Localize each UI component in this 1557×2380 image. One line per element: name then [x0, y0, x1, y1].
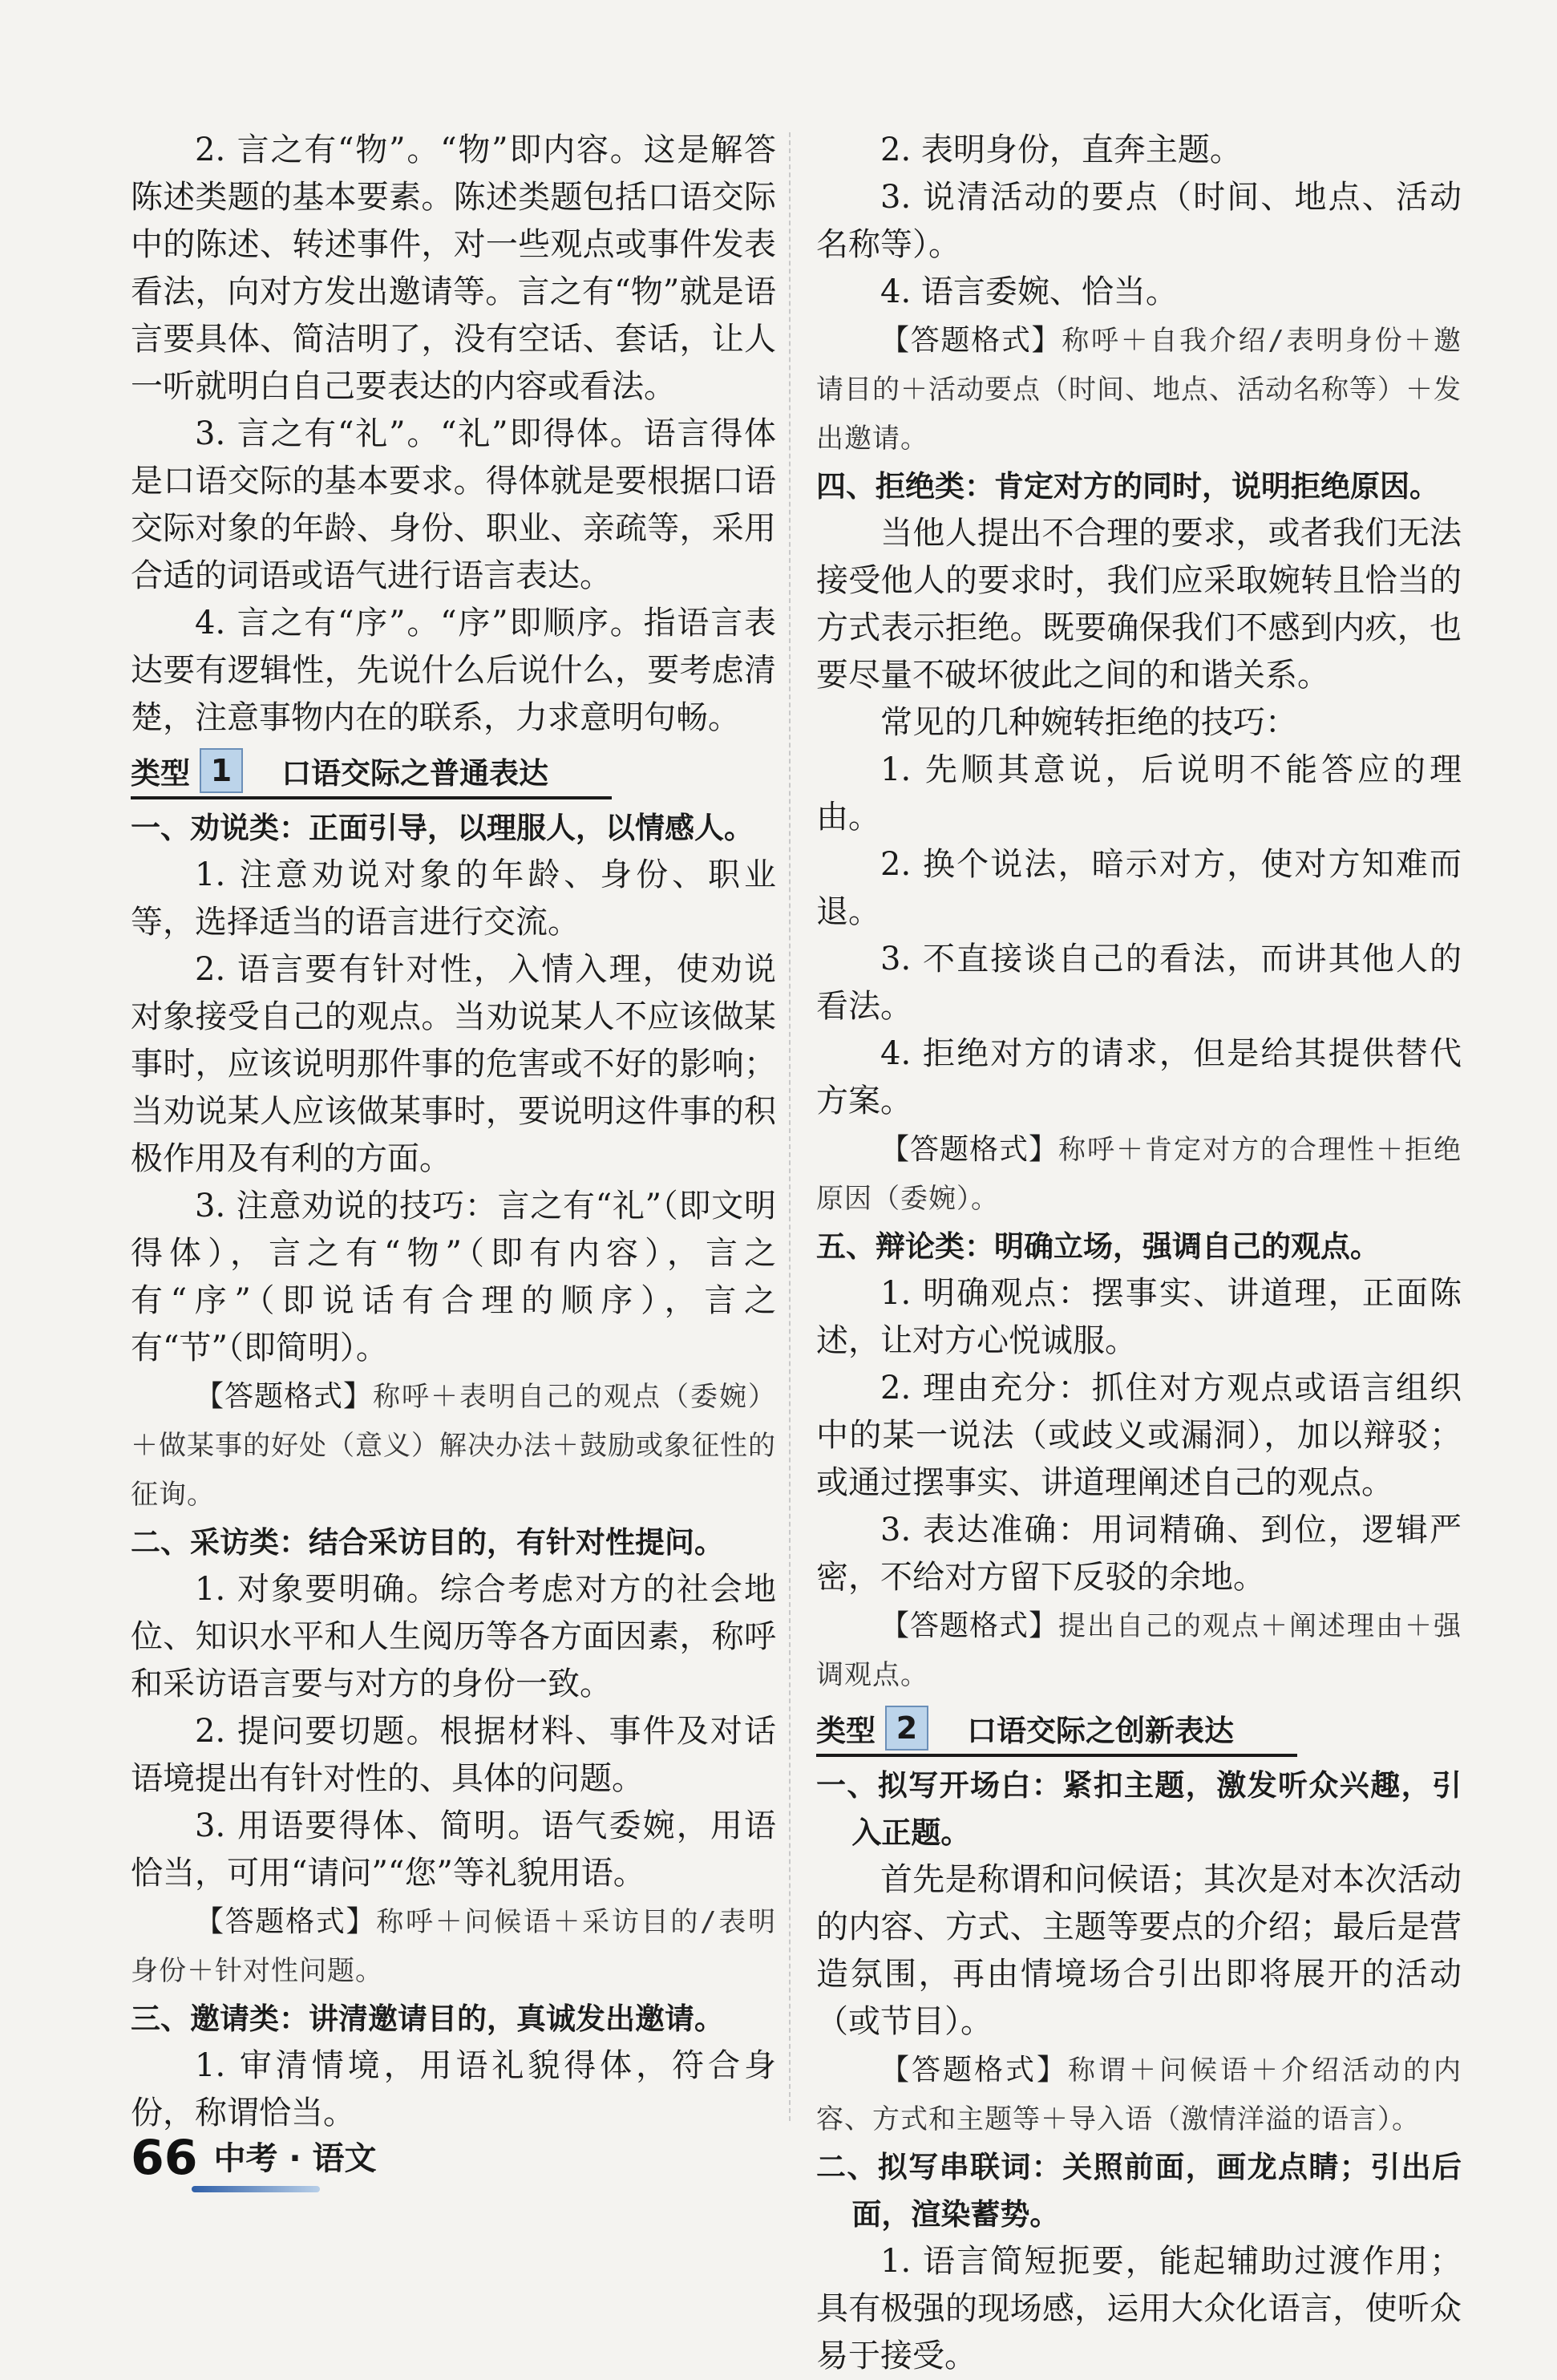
paragraph: 当他人提出不合理的要求，或者我们无法接受他人的要求时，我们应采取婉转且恰当的方式表示拒绝。既要确保我们不感到内疚，也要尽量不破坏彼此之间的和谐关系。 [816, 515, 1462, 694]
paragraph: 首先是称谓和问候语；其次是对本次活动的内容、方式、主题等要点的介绍；最后是营造氛围，再由情境场合引出即将展开的活动（或节目）。 [816, 1861, 1462, 2040]
answer-format-tag: 【答题格式】 [880, 324, 1062, 357]
answer-format-text: 提出自己的观点＋阐述理由＋强调观点。 [816, 1610, 1462, 1691]
section-heading: 五、辩论类：明确立场，强调自己的观点。 [816, 1229, 1380, 1264]
paragraph: 4. 言之有“序”。“序”即顺序。指语言表达要有逻辑性，先说什么后说什么，要考虑清楚，注意事物内在的联系，力求意明句畅。 [131, 605, 776, 736]
page-number: 66 [131, 2130, 198, 2186]
type-heading [131, 745, 612, 799]
paragraph: 2. 提问要切题。根据材料、事件及对话语境提出有针对性的、具体的问题。 [131, 1713, 776, 1797]
answer-format [816, 2046, 1462, 2143]
paragraph: 2. 表明身份，直奔主题。 [880, 132, 1242, 168]
answer-format-tag: 【答题格式】 [880, 1609, 1058, 1642]
paragraph: 3. 说清活动的要点（时间、地点、活动名称等）。 [816, 179, 1462, 263]
paragraph: 常见的几种婉转拒绝的技巧： [880, 704, 1297, 741]
type-label: 类型 [816, 1714, 876, 1748]
paragraph: 3. 用语要得体、简明。语气委婉，用语恰当，可用“请问”“您”等礼貌用语。 [131, 1807, 776, 1892]
paragraph: 1. 明确观点：摆事实、讲道理，正面陈述，让对方心悦诚服。 [816, 1275, 1462, 1359]
section-heading: 四、拒绝类：肯定对方的同时，说明拒绝原因。 [816, 469, 1439, 504]
answer-format-text: 称呼＋自我介绍/表明身份＋邀请目的＋活动要点（时间、地点、活动名称等）＋发出邀请。 [816, 325, 1462, 455]
answer-format-tag: 【答题格式】 [195, 1380, 373, 1413]
paragraph: 1. 审清情境，用语礼貌得体，符合身份，称谓恰当。 [131, 2047, 776, 2131]
type-number-badge: 1 [200, 748, 243, 793]
paragraph: 3. 不直接谈自己的看法，而讲其他人的看法。 [816, 941, 1462, 1025]
answer-format-text: 称呼＋问候语＋采访目的/表明身份＋针对性问题。 [131, 1906, 776, 1987]
section-heading: 一、拟写开场白：紧扣主题，激发听众兴趣，引入正题。 [816, 1768, 1462, 1850]
section-heading: 二、拟写串联词：关照前面，画龙点睛；引出后面，渲染蓄势。 [816, 2150, 1462, 2232]
answer-format [816, 316, 1462, 463]
paragraph: 2. 理由充分：抓住对方观点或语言组织中的某一说法（或歧义或漏洞），加以辩驳；或通过摆事实、讲道理阐述自己的观点。 [816, 1370, 1462, 1501]
paragraph: 1. 先顺其意说，后说明不能答应的理由。 [816, 751, 1462, 836]
footer-accent-line [192, 2186, 320, 2192]
answer-format [816, 1125, 1462, 1223]
answer-format-text: 称呼＋肯定对方的合理性＋拒绝原因（委婉）。 [816, 1134, 1462, 1215]
right-column [816, 127, 1462, 2380]
answer-format-text: 称呼＋表明自己的观点（委婉）＋做某事的好处（意义）解决办法＋鼓励或象征性的征询。 [131, 1381, 776, 1511]
answer-format [816, 1601, 1462, 1699]
section-heading: 二、采访类：结合采访目的，有针对性提问。 [131, 1525, 724, 1560]
answer-format-text: 称谓＋问候语＋介绍活动的内容、方式和主题等＋导入语（激情洋溢的语言）。 [816, 2054, 1462, 2135]
book-title: 中考 · 语文 [213, 2140, 377, 2177]
paragraph: 3. 表达准确：用词精确、到位，逻辑严密，不给对方留下反驳的余地。 [816, 1512, 1462, 1596]
section-heading: 一、劝说类：正面引导，以理服人，以情感人。 [131, 811, 754, 845]
paragraph: 2. 语言要有针对性，入情入理，使劝说对象接受自己的观点。当劝说某人不应该做某事时，应该说明那件事的危害或不好的影响；当劝说某人应该做某事时，要说明这件事的积极作用及有利的方面。 [131, 951, 776, 1177]
section-heading: 三、邀请类：讲清邀请目的，真诚发出邀请。 [131, 2002, 724, 2036]
paragraph: 2. 言之有“物”。“物”即内容。这是解答陈述类题的基本要素。陈述类题包括口语交际中的陈述、转述事件，对一些观点或事件发表看法，向对方发出邀请等。言之有“物”就是语言要具体、简洁明了，没有空话、套话，让人一听就明白自己要表达的内容或看法。 [131, 132, 776, 405]
column-divider [789, 132, 791, 2121]
type-heading [816, 1702, 1297, 1757]
type-title: 口语交际之创新表达 [967, 1714, 1234, 1748]
paragraph: 2. 换个说法，暗示对方，使对方知难而退。 [816, 846, 1462, 930]
paragraph: 3. 注意劝说的技巧：言之有“礼”（即文明得体），言之有“物”（即有内容），言之有“序”（即说话有合理的顺序），言之有“节”（即简明）。 [131, 1188, 776, 1366]
paragraph: 4. 语言委婉、恰当。 [880, 273, 1178, 310]
answer-format [131, 1372, 776, 1519]
answer-format-tag: 【答题格式】 [880, 2054, 1068, 2087]
page-footer [131, 2130, 377, 2186]
paragraph: 1. 语言简短扼要，能起辅助过渡作用；具有极强的现场感，运用大众化语言，使听众易于接受。 [816, 2243, 1462, 2374]
type-label: 类型 [131, 756, 190, 791]
type-title: 口语交际之普通表达 [281, 756, 548, 791]
paragraph: 1. 对象要明确。综合考虑对方的社会地位、知识水平和人生阅历等各方面因素，称呼和采访语言要与对方的身份一致。 [131, 1571, 776, 1702]
paragraph: 1. 注意劝说对象的年龄、身份、职业等，选择适当的语言进行交流。 [131, 856, 776, 941]
paragraph: 3. 言之有“礼”。“礼”即得体。语言得体是口语交际的基本要求。得体就是要根据口语交际对象的年龄、身份、职业、亲疏等，采用合适的词语或语气进行语言表达。 [131, 415, 776, 594]
answer-format-tag: 【答题格式】 [195, 1905, 377, 1938]
type-number-badge: 2 [885, 1706, 928, 1751]
paragraph: 4. 拒绝对方的请求，但是给其提供替代方案。 [816, 1035, 1462, 1119]
answer-format-tag: 【答题格式】 [880, 1133, 1058, 1166]
answer-format [131, 1897, 776, 1995]
left-column [131, 127, 776, 2137]
